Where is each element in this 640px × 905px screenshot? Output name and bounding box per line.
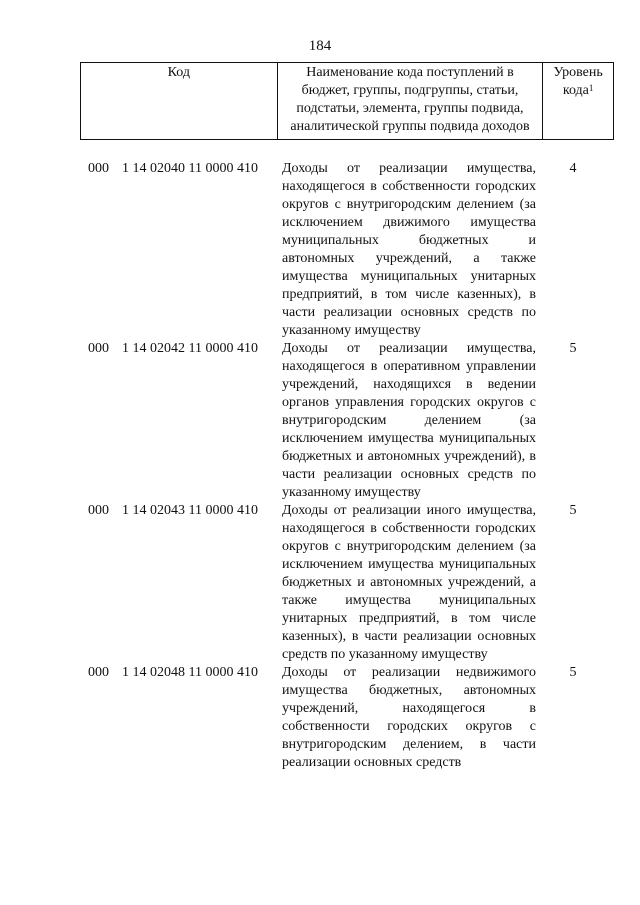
row-admin-code: 000: [88, 341, 109, 356]
table-row: [0, 502, 640, 664]
row-level: 5: [569, 503, 577, 518]
header-name: Наименование кода поступлений в бюджет, группы, подгруппы, статьи, подстатьи, элемента, группы подвида, аналитической группы подвида доходов: [277, 63, 543, 140]
table-body: [0, 160, 640, 772]
table-header: [80, 62, 614, 140]
header-level-footnote: 1: [588, 83, 594, 93]
row-income-code: 1 14 02040 11 0000 410: [122, 161, 258, 176]
header-row: [81, 63, 614, 140]
page-number: 184: [308, 38, 332, 54]
row-admin-code: 000: [88, 161, 109, 176]
row-income-name: Доходы от реализации имущества, находящегося в собственности городских округов с внутригородским делением (за исключением движимого имущества муниципальных бюджетных и автономных учреждений, а также имущества муниципальных унитарных предприятий, в том числе казенных), в части реализации основных средств по указанному имуществу: [282, 161, 536, 338]
row-admin-code: 000: [88, 503, 109, 518]
header-level: Уровень кода: [553, 65, 603, 98]
row-income-code: 1 14 02042 11 0000 410: [122, 341, 258, 356]
row-income-code: 1 14 02048 11 0000 410: [122, 665, 258, 680]
row-level: 5: [569, 665, 577, 680]
row-income-name: Доходы от реализации имущества, находящегося в оперативном управлении учреждений, находящихся в ведении органов управления городских округов с внутригородским делением (за исключением имущества муниципальных бюджетных и автономных учреждений), в части реализации основных средств по указанному имуществу: [282, 341, 536, 500]
row-income-name: Доходы от реализации иного имущества, находящегося в собственности городских округов с внутригородским делением (за исключением имущества муниципальных бюджетных и автономных учреждений, а также имущества муниципальных унитарных предприятий, в том числе казенных), в части реализации основных средств по указанному имуществу: [282, 503, 536, 662]
row-income-name: Доходы от реализации недвижимого имущества бюджетных, автономных учреждений, находящегося в собственности городских округов с внутригородским делением, в части реализации основных средств: [282, 665, 536, 770]
row-level: 5: [569, 341, 577, 356]
table-row: [0, 664, 640, 772]
table-row: [0, 160, 640, 340]
row-admin-code: 000: [88, 665, 109, 680]
row-level: 4: [569, 161, 577, 176]
header-level-cell: [543, 63, 614, 140]
row-income-code: 1 14 02043 11 0000 410: [122, 503, 258, 518]
table-row: [0, 340, 640, 502]
header-code: Код: [81, 63, 278, 140]
